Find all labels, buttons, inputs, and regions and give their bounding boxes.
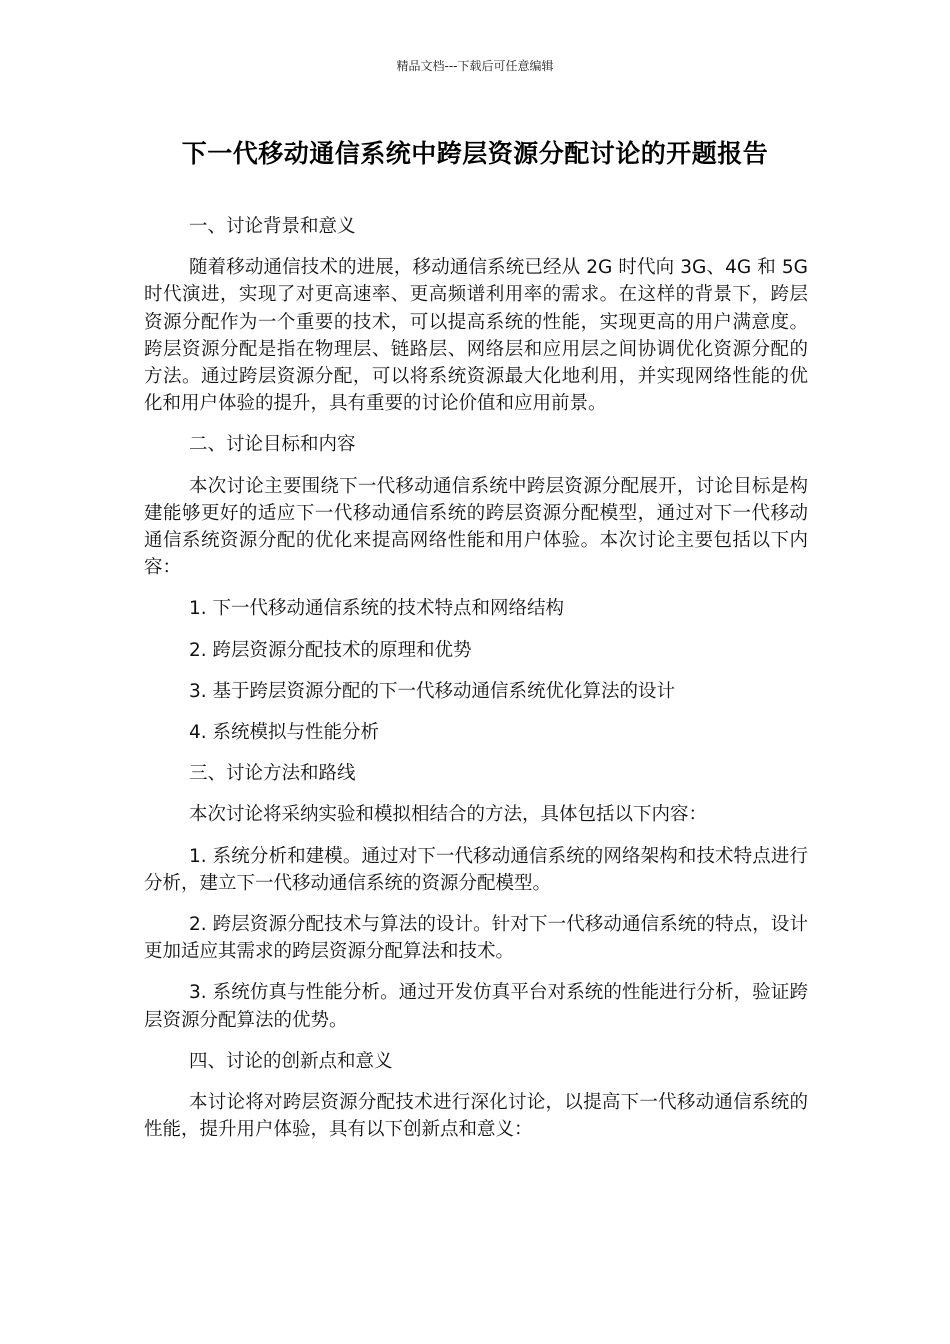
section-heading-goals: 二、讨论目标和内容 xyxy=(189,434,356,456)
list-item: 1. 下一代移动通信系统的技术特点和网络结构 xyxy=(189,598,565,620)
section-heading-innovation: 四、讨论的创新点和意义 xyxy=(189,1050,393,1072)
paragraph-goals: 本次讨论主要围绕下一代移动通信系统中跨层资源分配展开，讨论目标是构建能够更好的适应下一代移动通信系统的跨层资源分配模型，通过对下一代移动通信系统资源分配的优化来提高网络性能和用户体验。本次讨论主要包括以下内容： xyxy=(144,475,808,579)
header-note: 精品文档---下载后可任意编辑 xyxy=(396,59,554,73)
section-heading-methods: 三、讨论方法和路线 xyxy=(189,763,356,785)
paragraph-innovation: 本讨论将对跨层资源分配技术进行深化讨论，以提高下一代移动通信系统的性能，提升用户体验，具有以下创新点和意义： xyxy=(144,1092,808,1141)
list-item: 2. 跨层资源分配技术与算法的设计。针对下一代移动通信系统的特点，设计更加适应其需求的跨层资源分配算法和技术。 xyxy=(144,914,808,963)
list-item: 4. 系统模拟与性能分析 xyxy=(189,722,380,744)
list-item: 3. 系统仿真与性能分析。通过开发仿真平台对系统的性能进行分析，验证跨层资源分配算法的优势。 xyxy=(144,982,808,1031)
paragraph-methods: 本次讨论将采纳实验和模拟相结合的方法，具体包括以下内容： xyxy=(189,804,708,826)
list-item: 3. 基于跨层资源分配的下一代移动通信系统优化算法的设计 xyxy=(189,680,676,702)
document-title: 下一代移动通信系统中跨层资源分配讨论的开题报告 xyxy=(181,139,769,168)
list-item: 2. 跨层资源分配技术的原理和优势 xyxy=(189,639,472,661)
document-body xyxy=(144,213,808,1157)
paragraph-background: 随着移动通信技术的进展，移动通信系统已经从 2G 时代向 3G、4G 和 5G 时代演进，实现了对更高速率、更高频谱利用率的需求。在这样的背景下，跨层资源分配作为一个重要的技术，可以提高系统的性能，实现更高的用户满意度。跨层资源分配是指在物理层、链路层、网络层和应用层之间协调优化资源分配的方法。通过跨层资源分配，可以将系统资源最大化地利用，并实现网络性能的优化和用户体验的提升，具有重要的讨论价值和应用前景。 xyxy=(144,257,808,415)
section-heading-background: 一、讨论背景和意义 xyxy=(189,216,356,237)
list-item: 1. 系统分析和建模。通过对下一代移动通信系统的网络架构和技术特点进行分析，建立下一代移动通信系统的资源分配模型。 xyxy=(144,845,808,894)
